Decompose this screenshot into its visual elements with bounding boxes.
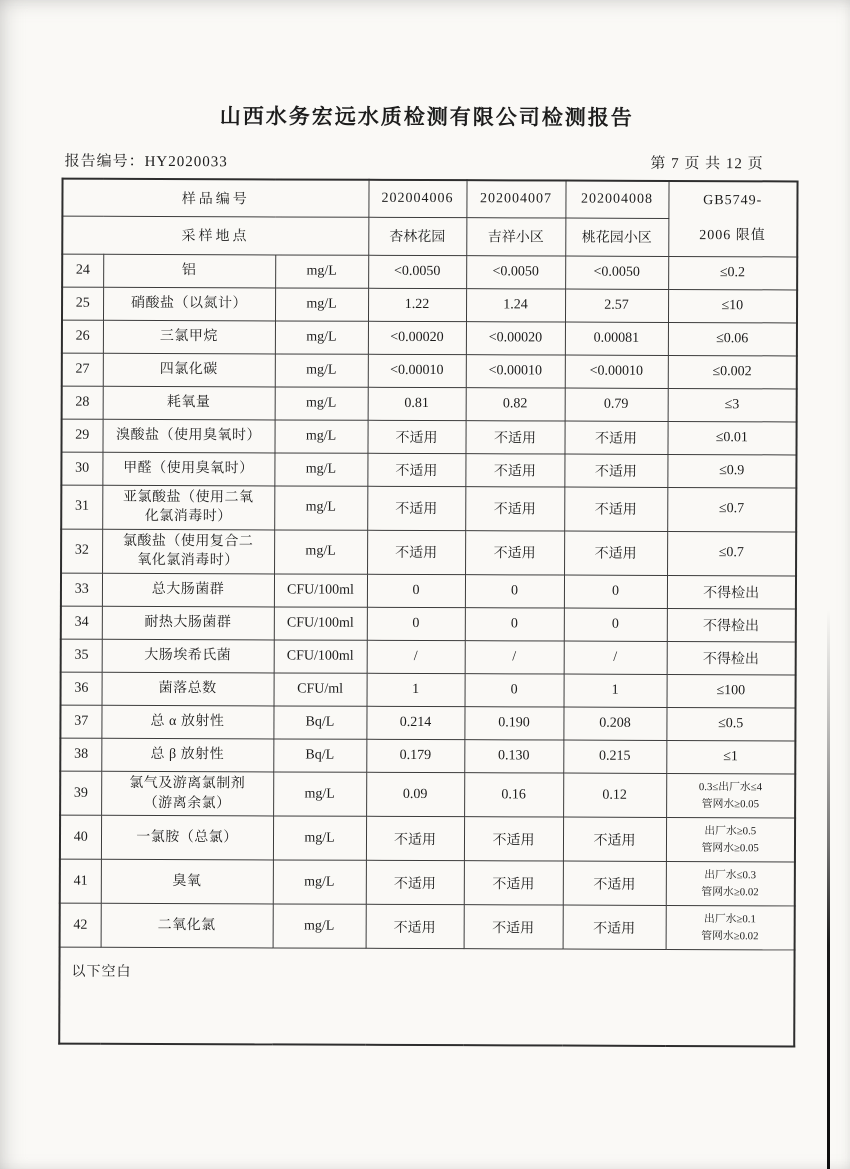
results-table — [58, 178, 798, 1047]
report-number — [65, 150, 228, 172]
limit-line1: ≤10 — [721, 297, 744, 313]
table-row — [60, 903, 795, 950]
table-row — [62, 254, 797, 290]
location-label: 采样地点 — [62, 216, 368, 255]
table-row — [60, 771, 795, 818]
limit-cell — [668, 355, 797, 388]
limit-column-header — [668, 181, 797, 257]
parameter-name-cell: 总大肠菌群 — [102, 573, 274, 607]
sample-id-label: 样品编号 — [62, 179, 368, 218]
value-cell-sample2: <0.0050 — [466, 255, 565, 288]
unit-cell: mg/L — [273, 772, 366, 817]
limit-line1: ≤0.06 — [716, 330, 749, 346]
value-cell-sample1: 1.22 — [368, 288, 466, 321]
unit-cell: mg/L — [273, 904, 366, 948]
table-row — [62, 320, 797, 356]
sample-id-1: 202004006 — [368, 180, 466, 218]
header-row-sample-id — [62, 179, 797, 219]
value-cell-sample3: 0.215 — [563, 740, 666, 773]
value-cell-sample1: 不适用 — [366, 816, 464, 860]
limit-cell — [666, 906, 795, 950]
value-cell-sample2: 不适用 — [464, 905, 563, 949]
report-number-label: 报告编号： — [64, 153, 145, 170]
parameter-name-cell: 耐热大肠菌群 — [102, 606, 274, 640]
limit-cell — [668, 289, 797, 322]
location-1: 杏林花园 — [368, 217, 466, 255]
value-cell-sample2: 不适用 — [465, 486, 564, 531]
limit-line2: 管网水≥0.02 — [701, 885, 759, 898]
value-cell-sample3: 0.79 — [565, 388, 668, 421]
limit-cell — [667, 608, 796, 641]
value-cell-sample1: 0 — [367, 574, 465, 607]
parameter-name-cell: 四氯化碳 — [103, 353, 275, 387]
value-cell-sample2: <0.00020 — [466, 321, 565, 354]
parameter-name-cell: 总 β 放射性 — [101, 738, 273, 772]
value-cell-sample1: <0.00010 — [368, 354, 466, 387]
limit-line1: ≤0.01 — [715, 429, 748, 445]
value-cell-sample3: 不适用 — [563, 817, 666, 861]
value-cell-sample3: 不适用 — [564, 531, 667, 576]
unit-cell: mg/L — [274, 453, 367, 486]
limit-line1: 出厂水≤0.3 — [704, 869, 757, 882]
limit-cell — [668, 388, 797, 421]
value-cell-sample3: 0.12 — [563, 773, 666, 818]
value-cell-sample3: 不适用 — [563, 905, 666, 949]
value-cell-sample1: 0.214 — [366, 706, 464, 739]
parameter-name-cell: 氯气及游离氯制剂 （游离余氯） — [101, 771, 273, 816]
parameter-name-cell: 铝 — [103, 254, 275, 288]
table-row — [62, 386, 797, 422]
table-row — [60, 859, 795, 906]
limit-line1: ≤0.2 — [719, 264, 746, 280]
value-cell-sample1: 不适用 — [367, 530, 465, 575]
unit-cell: mg/L — [275, 288, 368, 321]
value-cell-sample2: 0 — [465, 575, 564, 608]
value-cell-sample2: 0.82 — [466, 387, 565, 420]
limit-line1: 不得检出 — [703, 586, 760, 602]
value-cell-sample1: 0.09 — [366, 772, 464, 817]
limit-cell — [667, 531, 796, 576]
parameter-name-cell: 耗氧量 — [103, 386, 275, 420]
row-number-cell: 31 — [61, 485, 102, 529]
table-row — [61, 639, 796, 675]
row-number-cell: 37 — [60, 705, 101, 738]
table-row — [60, 815, 795, 862]
unit-cell: mg/L — [275, 255, 368, 288]
unit-cell: mg/L — [275, 321, 368, 354]
limit-line1: 出厂水≥0.5 — [704, 825, 757, 838]
value-cell-sample2: 不适用 — [464, 861, 563, 905]
table-row — [62, 287, 797, 323]
parameter-name-cell: 菌落总数 — [102, 672, 274, 706]
limit-line2: 管网水≥0.05 — [701, 797, 760, 810]
value-cell-sample3: 不适用 — [564, 454, 667, 487]
row-number-cell: 39 — [60, 771, 101, 815]
unit-cell: mg/L — [274, 486, 367, 531]
limit-cell — [668, 256, 797, 289]
parameter-name-cell: 三氯甲烷 — [103, 320, 275, 354]
table-row — [61, 606, 796, 642]
limit-line1: ≤3 — [724, 396, 740, 412]
row-number-cell: 25 — [62, 287, 103, 320]
limit-cell — [666, 862, 795, 906]
parameter-name-cell: 臭氧 — [101, 859, 273, 904]
limit-line1: ≤0.002 — [712, 363, 752, 379]
row-number-cell: 36 — [61, 672, 102, 705]
unit-cell: mg/L — [275, 354, 368, 387]
limit-line1: 不得检出 — [703, 619, 760, 635]
unit-cell: CFU/100ml — [274, 574, 367, 607]
sample-id-2: 202004007 — [466, 180, 565, 218]
row-number-cell: 27 — [62, 353, 103, 386]
value-cell-sample3: 不适用 — [563, 861, 666, 905]
page-title: 山西水务宏远水质检测有限公司检测报告 — [219, 104, 634, 130]
parameter-name-cell: 一氯胺（总氯） — [101, 815, 273, 860]
value-cell-sample3: 0.208 — [563, 707, 666, 740]
value-cell-sample3: 不适用 — [564, 421, 667, 454]
value-cell-sample2: / — [465, 641, 564, 674]
table-body — [60, 254, 798, 950]
row-number-cell: 34 — [61, 606, 102, 639]
row-number-cell: 40 — [60, 815, 101, 859]
parameter-name-cell: 溴酸盐（使用臭氧时） — [102, 419, 274, 453]
value-cell-sample1: 不适用 — [366, 860, 464, 904]
row-number-cell: 35 — [61, 639, 102, 672]
unit-cell: mg/L — [275, 387, 368, 420]
unit-cell: Bq/L — [273, 706, 366, 739]
value-cell-sample1: 不适用 — [367, 453, 465, 486]
table-row — [61, 672, 796, 708]
table-row — [60, 705, 795, 741]
row-number-cell: 24 — [62, 254, 103, 287]
limit-line2: 管网水≥0.02 — [701, 929, 759, 942]
row-number-cell: 26 — [62, 320, 103, 353]
limit-cell — [666, 773, 795, 818]
row-number-cell: 32 — [61, 529, 102, 573]
limit-cell — [666, 740, 795, 773]
limit-cell — [667, 641, 796, 674]
value-cell-sample1: / — [367, 640, 465, 673]
row-number-cell: 42 — [60, 903, 101, 947]
limit-line1: ≤0.7 — [718, 545, 744, 561]
row-number-cell: 28 — [62, 386, 103, 419]
value-cell-sample1: 不适用 — [366, 904, 464, 948]
limit-line1: 不得检出 — [702, 652, 759, 668]
value-cell-sample2: 不适用 — [465, 420, 564, 453]
value-cell-sample1: 0 — [367, 607, 465, 640]
parameter-name-cell: 硝酸盐（以氮计） — [103, 287, 275, 321]
table-row — [61, 452, 796, 488]
parameter-name-cell: 氯酸盐（使用复合二 氧化氯消毒时） — [102, 529, 274, 574]
limit-cell — [667, 487, 796, 532]
limit-line2: 管网水≥0.05 — [701, 841, 759, 854]
limit-header-line1: GB5749- — [703, 193, 763, 209]
value-cell-sample2: 0 — [465, 674, 564, 707]
limit-cell — [668, 322, 797, 355]
limit-cell — [667, 421, 796, 454]
value-cell-sample2: 不适用 — [464, 817, 563, 861]
limit-line1: ≤0.9 — [719, 462, 745, 478]
value-cell-sample2: 0.130 — [464, 740, 563, 773]
unit-cell: CFU/ml — [274, 673, 367, 706]
value-cell-sample2: 0.16 — [464, 773, 563, 818]
value-cell-sample1: <0.0050 — [368, 255, 466, 288]
value-cell-sample1: 不适用 — [367, 486, 465, 531]
unit-cell: mg/L — [273, 860, 366, 904]
table-header — [62, 179, 797, 257]
table-row — [61, 573, 796, 609]
limit-cell — [667, 575, 796, 608]
report-number-value: HY2020033 — [144, 153, 228, 171]
sample-id-3: 202004008 — [565, 181, 668, 219]
limit-line1: ≤0.7 — [718, 501, 745, 517]
value-cell-sample1: 不适用 — [367, 420, 465, 453]
value-cell-sample1: <0.00020 — [368, 321, 466, 354]
table-row — [61, 419, 796, 455]
value-cell-sample3: / — [564, 641, 667, 674]
value-cell-sample3: 0 — [564, 608, 667, 641]
limit-line1: ≤0.5 — [718, 716, 744, 732]
unit-cell: mg/L — [274, 530, 367, 575]
limit-line1: 出厂水≥0.1 — [704, 913, 756, 926]
value-cell-sample3: <0.0050 — [565, 256, 668, 289]
value-cell-sample1: 1 — [367, 673, 465, 706]
value-cell-sample2: 不适用 — [465, 453, 564, 486]
limit-cell — [667, 454, 796, 487]
location-3: 桃花园小区 — [565, 218, 668, 256]
row-number-cell: 41 — [60, 859, 101, 903]
unit-cell: mg/L — [273, 816, 366, 860]
table-row — [61, 485, 796, 532]
value-cell-sample3: 2.57 — [565, 289, 668, 322]
parameter-name-cell: 二氧化氯 — [101, 903, 273, 948]
footer-note: 以下空白 — [59, 947, 794, 1046]
value-cell-sample2: 不适用 — [465, 530, 564, 575]
limit-cell — [667, 674, 796, 707]
limit-cell — [666, 818, 795, 862]
row-number-cell: 30 — [61, 452, 102, 485]
value-cell-sample3: 1 — [564, 674, 667, 707]
value-cell-sample3: 0.00081 — [565, 322, 668, 355]
parameter-name-cell: 亚氯酸盐（使用二氧 化氯消毒时） — [102, 485, 274, 530]
value-cell-sample3: 不适用 — [564, 487, 667, 532]
limit-line1: ≤1 — [723, 749, 738, 765]
report-meta — [65, 150, 764, 174]
value-cell-sample2: <0.00010 — [466, 354, 565, 387]
location-2: 吉祥小区 — [466, 218, 565, 256]
value-cell-sample1: 0.179 — [366, 739, 464, 772]
row-number-cell: 38 — [60, 738, 101, 771]
value-cell-sample2: 1.24 — [466, 288, 565, 321]
limit-line1: ≤100 — [716, 683, 746, 699]
unit-cell: Bq/L — [273, 739, 366, 772]
value-cell-sample3: 0 — [564, 575, 667, 608]
value-cell-sample2: 0 — [465, 608, 564, 641]
parameter-name-cell: 甲醛（使用臭氧时） — [102, 452, 274, 486]
limit-line1: 0.3≤出厂水≤4 — [698, 781, 763, 794]
row-number-cell: 29 — [61, 419, 102, 452]
parameter-name-cell: 总 α 放射性 — [101, 705, 273, 739]
value-cell-sample1: 0.81 — [368, 387, 466, 420]
unit-cell: mg/L — [274, 420, 367, 453]
value-cell-sample2: 0.190 — [464, 707, 563, 740]
table-row — [60, 738, 795, 774]
unit-cell: CFU/100ml — [274, 640, 367, 673]
parameter-name-cell: 大肠埃希氏菌 — [102, 639, 274, 673]
footer-row — [59, 947, 794, 1046]
limit-cell — [666, 707, 795, 740]
limit-header-line2: 2006 限值 — [699, 227, 766, 244]
table-row — [61, 529, 796, 576]
unit-cell: CFU/100ml — [274, 607, 367, 640]
row-number-cell: 33 — [61, 573, 102, 606]
value-cell-sample3: <0.00010 — [565, 355, 668, 388]
page-indicator: 第 7 页 共 12 页 — [650, 155, 764, 173]
table-row — [62, 353, 797, 389]
